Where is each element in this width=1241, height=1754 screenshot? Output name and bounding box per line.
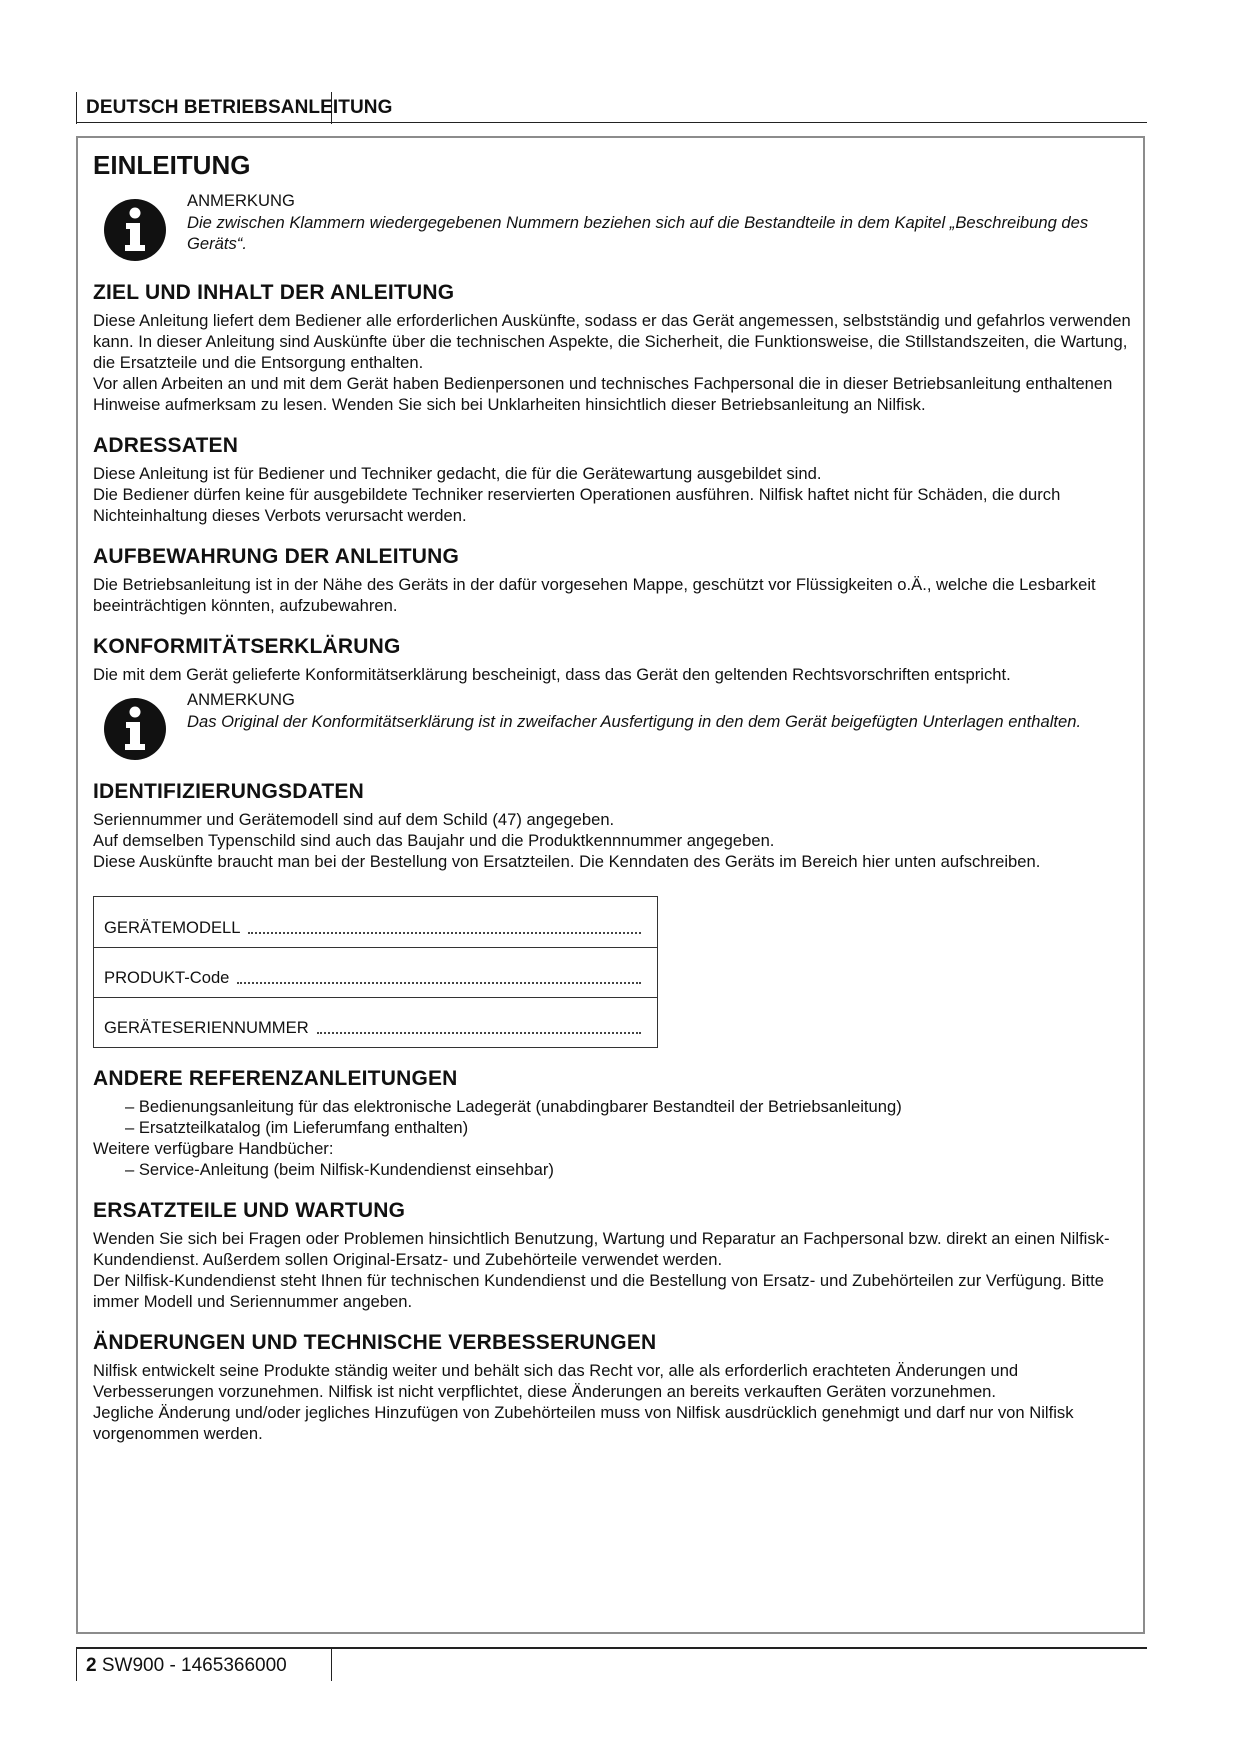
section-heading-aufbewahrung: AUFBEWAHRUNG DER ANLEITUNG [93, 545, 460, 568]
footer-divider-left [76, 1647, 77, 1681]
note-label: ANMERKUNG [187, 690, 295, 709]
document-reference: SW900 - 1465366000 [101, 1655, 287, 1676]
note-box [93, 689, 1135, 761]
table-row [94, 997, 657, 1047]
list-item: – Ersatzteilkatalog (im Lieferumfang enthalten) [125, 1118, 469, 1137]
page-content [93, 148, 1135, 1444]
footer-divider-mid [331, 1647, 332, 1681]
section-heading-ident: IDENTIFIZIERUNGSDATEN [93, 780, 364, 803]
header-rule [76, 122, 1147, 123]
note-box [93, 190, 1135, 262]
identification-table [93, 896, 658, 1048]
note-label: ANMERKUNG [187, 191, 295, 210]
list-item: – Bedienungsanleitung für das elektronische Ladegerät (unabdingbarer Bestandteil der Betriebsanleitung) [125, 1097, 902, 1116]
table-row-label: GERÄTEMODELL [104, 918, 241, 937]
section-heading-ersatzteile: ERSATZTEILE UND WARTUNG [93, 1199, 406, 1222]
footer [86, 1655, 287, 1677]
paragraph: Der Nilfisk-Kundendienst steht Ihnen für technischen Kundendienst und die Bestellung von Ersatz- und Zubehörteilen zur Verfügung. Bitte immer Modell und Seriennummer angeben. [93, 1271, 1104, 1311]
fill-in-line [317, 1032, 641, 1034]
header-divider-left [76, 92, 77, 124]
note-text: Die zwischen Klammern wiedergegebenen Nummern beziehen sich auf die Bestandteile in dem Kapitel „Beschreibung des Geräts“. [187, 212, 1089, 253]
note-text: Das Original der Konformitätserklärung ist in zweifacher Ausfertigung in den dem Gerät beigefügten Unterlagen enthalten. [187, 711, 1082, 731]
fill-in-line [248, 932, 641, 934]
section-heading-aenderungen: ÄNDERUNGEN UND TECHNISCHE VERBESSERUNGEN [93, 1331, 657, 1354]
section-heading-andere: ANDERE REFERENZANLEITUNGEN [93, 1067, 458, 1090]
info-icon [103, 697, 167, 761]
paragraph: Die Bediener dürfen keine für ausgebildete Techniker reservierten Operationen ausführen. Nilfisk haftet nicht für Schäden, die durch Nichteinhaltung dieses Verbots verursacht werden. [93, 485, 1061, 525]
paragraph: Jegliche Änderung und/oder jegliches Hinzufügen von Zubehörteilen muss von Nilfisk ausdrücklich genehmigt und darf nur von Nilfisk vorgenommen werden. [93, 1403, 1074, 1443]
table-row-label: GERÄTESERIENNUMMER [104, 1018, 309, 1037]
paragraph: Auf demselben Typenschild sind auch das Baujahr und die Produktkennnummer angegeben. [93, 831, 775, 850]
header-title: DEUTSCH BETRIEBSANLEITUNG [86, 97, 393, 118]
paragraph: Nilfisk entwickelt seine Produkte ständig weiter und behält sich das Recht vor, alle als erforderlich erachteten Änderungen und Verbesserungen vorzunehmen. Nilfisk ist nicht verpflichtet, diese Änderungen an bereits verkauften Geräten vorzunehmen. [93, 1361, 1019, 1401]
page-title: EINLEITUNG [93, 150, 251, 180]
section-heading-ziel: ZIEL UND INHALT DER ANLEITUNG [93, 281, 455, 304]
fill-in-line [237, 982, 641, 984]
paragraph: Diese Auskünfte braucht man bei der Bestellung von Ersatzteilen. Die Kenndaten des Geräts im Bereich hier unten aufschreiben. [93, 852, 1041, 871]
paragraph: Vor allen Arbeiten an und mit dem Gerät haben Bedienpersonen und technisches Fachpersonal die in dieser Betriebsanleitung enthaltenen Hinweise aufmerksam zu lesen. Wenden Sie sich bei Unklarheiten hinsichtlich dieser Betriebsanleitung an Nilfisk. [93, 374, 1113, 414]
section-heading-konformitaet: KONFORMITÄTSERKLÄRUNG [93, 635, 401, 658]
paragraph: Seriennummer und Gerätemodell sind auf dem Schild (47) angegeben. [93, 810, 615, 829]
list-item: – Service-Anleitung (beim Nilfisk-Kundendienst einsehbar) [125, 1160, 554, 1179]
table-row-label: PRODUKT-Code [104, 968, 230, 987]
paragraph: Diese Anleitung ist für Bediener und Techniker gedacht, die für die Gerätewartung ausgebildet sind. [93, 464, 822, 483]
paragraph: Die mit dem Gerät gelieferte Konformitätserklärung bescheinigt, dass das Gerät den geltenden Rechtsvorschriften entspricht. [93, 665, 1011, 684]
page-number: 2 [86, 1655, 97, 1676]
table-row [94, 947, 657, 997]
list-subheading: Weitere verfügbare Handbücher: [93, 1139, 334, 1158]
info-icon [103, 198, 167, 262]
paragraph: Diese Anleitung liefert dem Bediener alle erforderlichen Auskünfte, sodass er das Gerät angemessen, selbstständig und gefahrlos verwenden kann. In dieser Anleitung sind Auskünfte über die technischen Aspekte, die Sicherheit, die Funktionsweise, die Stillstandszeiten, die Wartung, die Ersatzteile und die Entsorgung enthalten. [93, 311, 1131, 372]
reference-list [93, 1096, 1135, 1180]
table-row [94, 897, 657, 947]
footer-rule [76, 1647, 1147, 1649]
paragraph: Wenden Sie sich bei Fragen oder Problemen hinsichtlich Benutzung, Wartung und Reparatur an Fachpersonal bzw. direkt an einen Nilfisk-Kundendienst. Außerdem sollen Original-Ersatz- und Zubehörteile verwendet werden. [93, 1229, 1110, 1269]
section-heading-adressaten: ADRESSATEN [93, 434, 239, 457]
paragraph: Die Betriebsanleitung ist in der Nähe des Geräts in der dafür vorgesehen Mappe, geschützt vor Flüssigkeiten o.Ä., welche die Lesbarkeit beeinträchtigen könnten, aufzubewahren. [93, 575, 1096, 615]
